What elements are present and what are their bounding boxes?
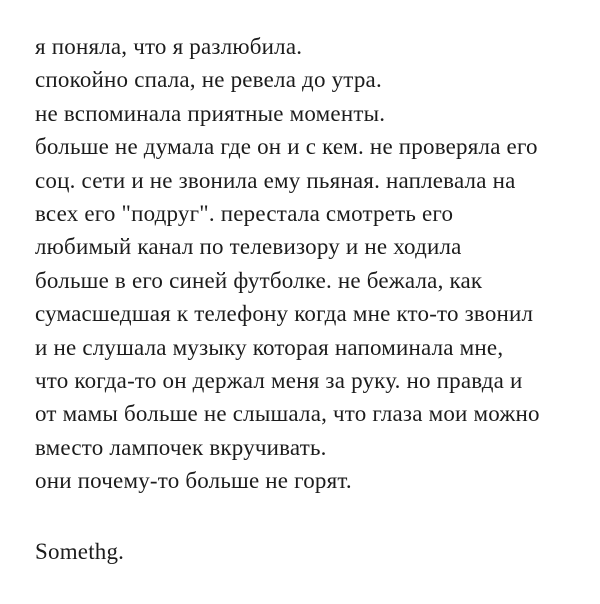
poem-line: и не слушала музыку которая напоминала мне, <box>35 334 504 360</box>
poem-line: спокойно спала, не ревела до утра. <box>35 67 382 93</box>
poem-line: больше не думала где он и с кем. не проверяла его <box>35 134 538 160</box>
poem-line: соц. сети и не звонила ему пьяная. наплевала на <box>35 167 516 193</box>
signature-text: Somethg. <box>35 538 125 564</box>
poem-line: не вспоминала приятные моменты. <box>35 100 386 126</box>
poem-line: я поняла, что я разлюбила. <box>35 34 303 59</box>
poem-line: всех его "подруг". перестала смотреть его <box>35 201 454 227</box>
poem-line: они почему-то больше не горят. <box>35 468 352 494</box>
poem-line: любимый канал по телевизору и не ходила <box>35 234 462 260</box>
poem-line: больше в его синей футболке. не бежала, как <box>35 267 483 293</box>
poem-line: от мамы больше не слышала, что глаза мои можно <box>35 401 540 427</box>
poem-line: вместо лампочек вкручивать. <box>35 434 327 460</box>
poem-line: что когда-то он держал меня за руку. но правда и <box>35 368 523 394</box>
poem-line: сумасшедшая к телефону когда мне кто-то звонил <box>35 301 534 327</box>
